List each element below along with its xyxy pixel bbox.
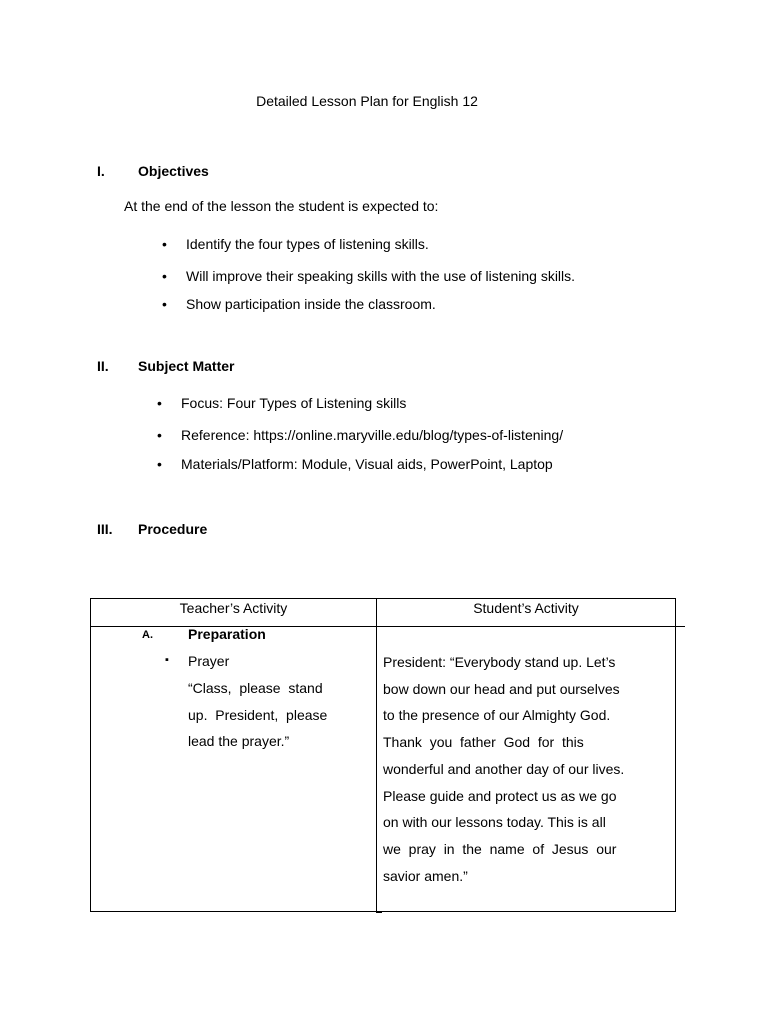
student-line: bow down our head and put ourselves xyxy=(383,680,620,697)
teacher-line: lead the prayer.” xyxy=(188,733,290,750)
list-item-text: Reference: https://online.maryville.edu/blog/types-of-listening/ xyxy=(181,427,564,443)
list-item xyxy=(162,236,662,254)
bullet-icon: • xyxy=(162,236,167,252)
section-title-subject-matter: Subject Matter xyxy=(138,358,235,374)
section-number: III. xyxy=(97,521,113,537)
student-response xyxy=(383,649,646,889)
student-line: savior amen.” xyxy=(383,867,468,884)
list-item xyxy=(157,395,677,413)
table-edge-tick xyxy=(676,626,685,627)
list-item-text: Materials/Platform: Module, Visual aids, PowerPoint, Laptop xyxy=(181,456,553,472)
teacher-line: “Class, please stand xyxy=(188,680,323,696)
table-header-student: Student’s Activity xyxy=(473,600,579,616)
section-number: II. xyxy=(97,358,109,374)
list-item xyxy=(162,296,662,314)
square-bullet-icon: ▪ xyxy=(165,654,169,666)
list-item-text: Show participation inside the classroom. xyxy=(186,296,436,312)
list-item-text: Identify the four types of listening skills. xyxy=(186,236,429,252)
bullet-icon: • xyxy=(157,456,162,472)
list-item-text: Will improve their speaking skills with the use of listening skills. xyxy=(186,268,576,284)
activity-table xyxy=(90,598,676,912)
student-line: we pray in the name of Jesus our xyxy=(383,840,617,857)
student-line: wonderful and another day of our lives. xyxy=(383,760,625,777)
section-title-objectives: Objectives xyxy=(138,163,209,179)
student-line: on with our lessons today. This is all xyxy=(383,814,606,831)
table-edge-tick xyxy=(376,912,382,913)
student-line: Thank you father God for this xyxy=(383,734,584,751)
list-item xyxy=(157,427,677,445)
table-header-teacher: Teacher’s Activity xyxy=(179,600,288,616)
list-item-text: Focus: Four Types of Listening skills xyxy=(181,395,407,411)
bullet-icon: • xyxy=(162,296,167,312)
table-column-divider xyxy=(376,599,377,911)
step-title-preparation: Preparation xyxy=(188,626,266,642)
section-number: I. xyxy=(97,163,105,179)
teacher-instruction xyxy=(188,675,344,755)
student-line: Please guide and protect us as we go xyxy=(383,787,617,804)
list-item xyxy=(157,456,677,474)
table-header-divider xyxy=(91,626,675,627)
section-title-procedure: Procedure xyxy=(138,521,208,537)
document-title: Detailed Lesson Plan for English 12 xyxy=(256,93,478,109)
sub-step-prayer: Prayer xyxy=(188,653,230,669)
student-line: President: “Everybody stand up. Let’s xyxy=(383,654,616,670)
student-line: to the presence of our Almighty God. xyxy=(383,707,611,724)
objectives-intro: At the end of the lesson the student is expected to: xyxy=(124,198,439,214)
bullet-icon: • xyxy=(157,427,162,443)
step-letter: A. xyxy=(142,629,153,641)
list-item xyxy=(162,268,662,286)
bullet-icon: • xyxy=(162,268,167,284)
teacher-line: up. President, please xyxy=(188,706,328,723)
bullet-icon: • xyxy=(157,395,162,411)
